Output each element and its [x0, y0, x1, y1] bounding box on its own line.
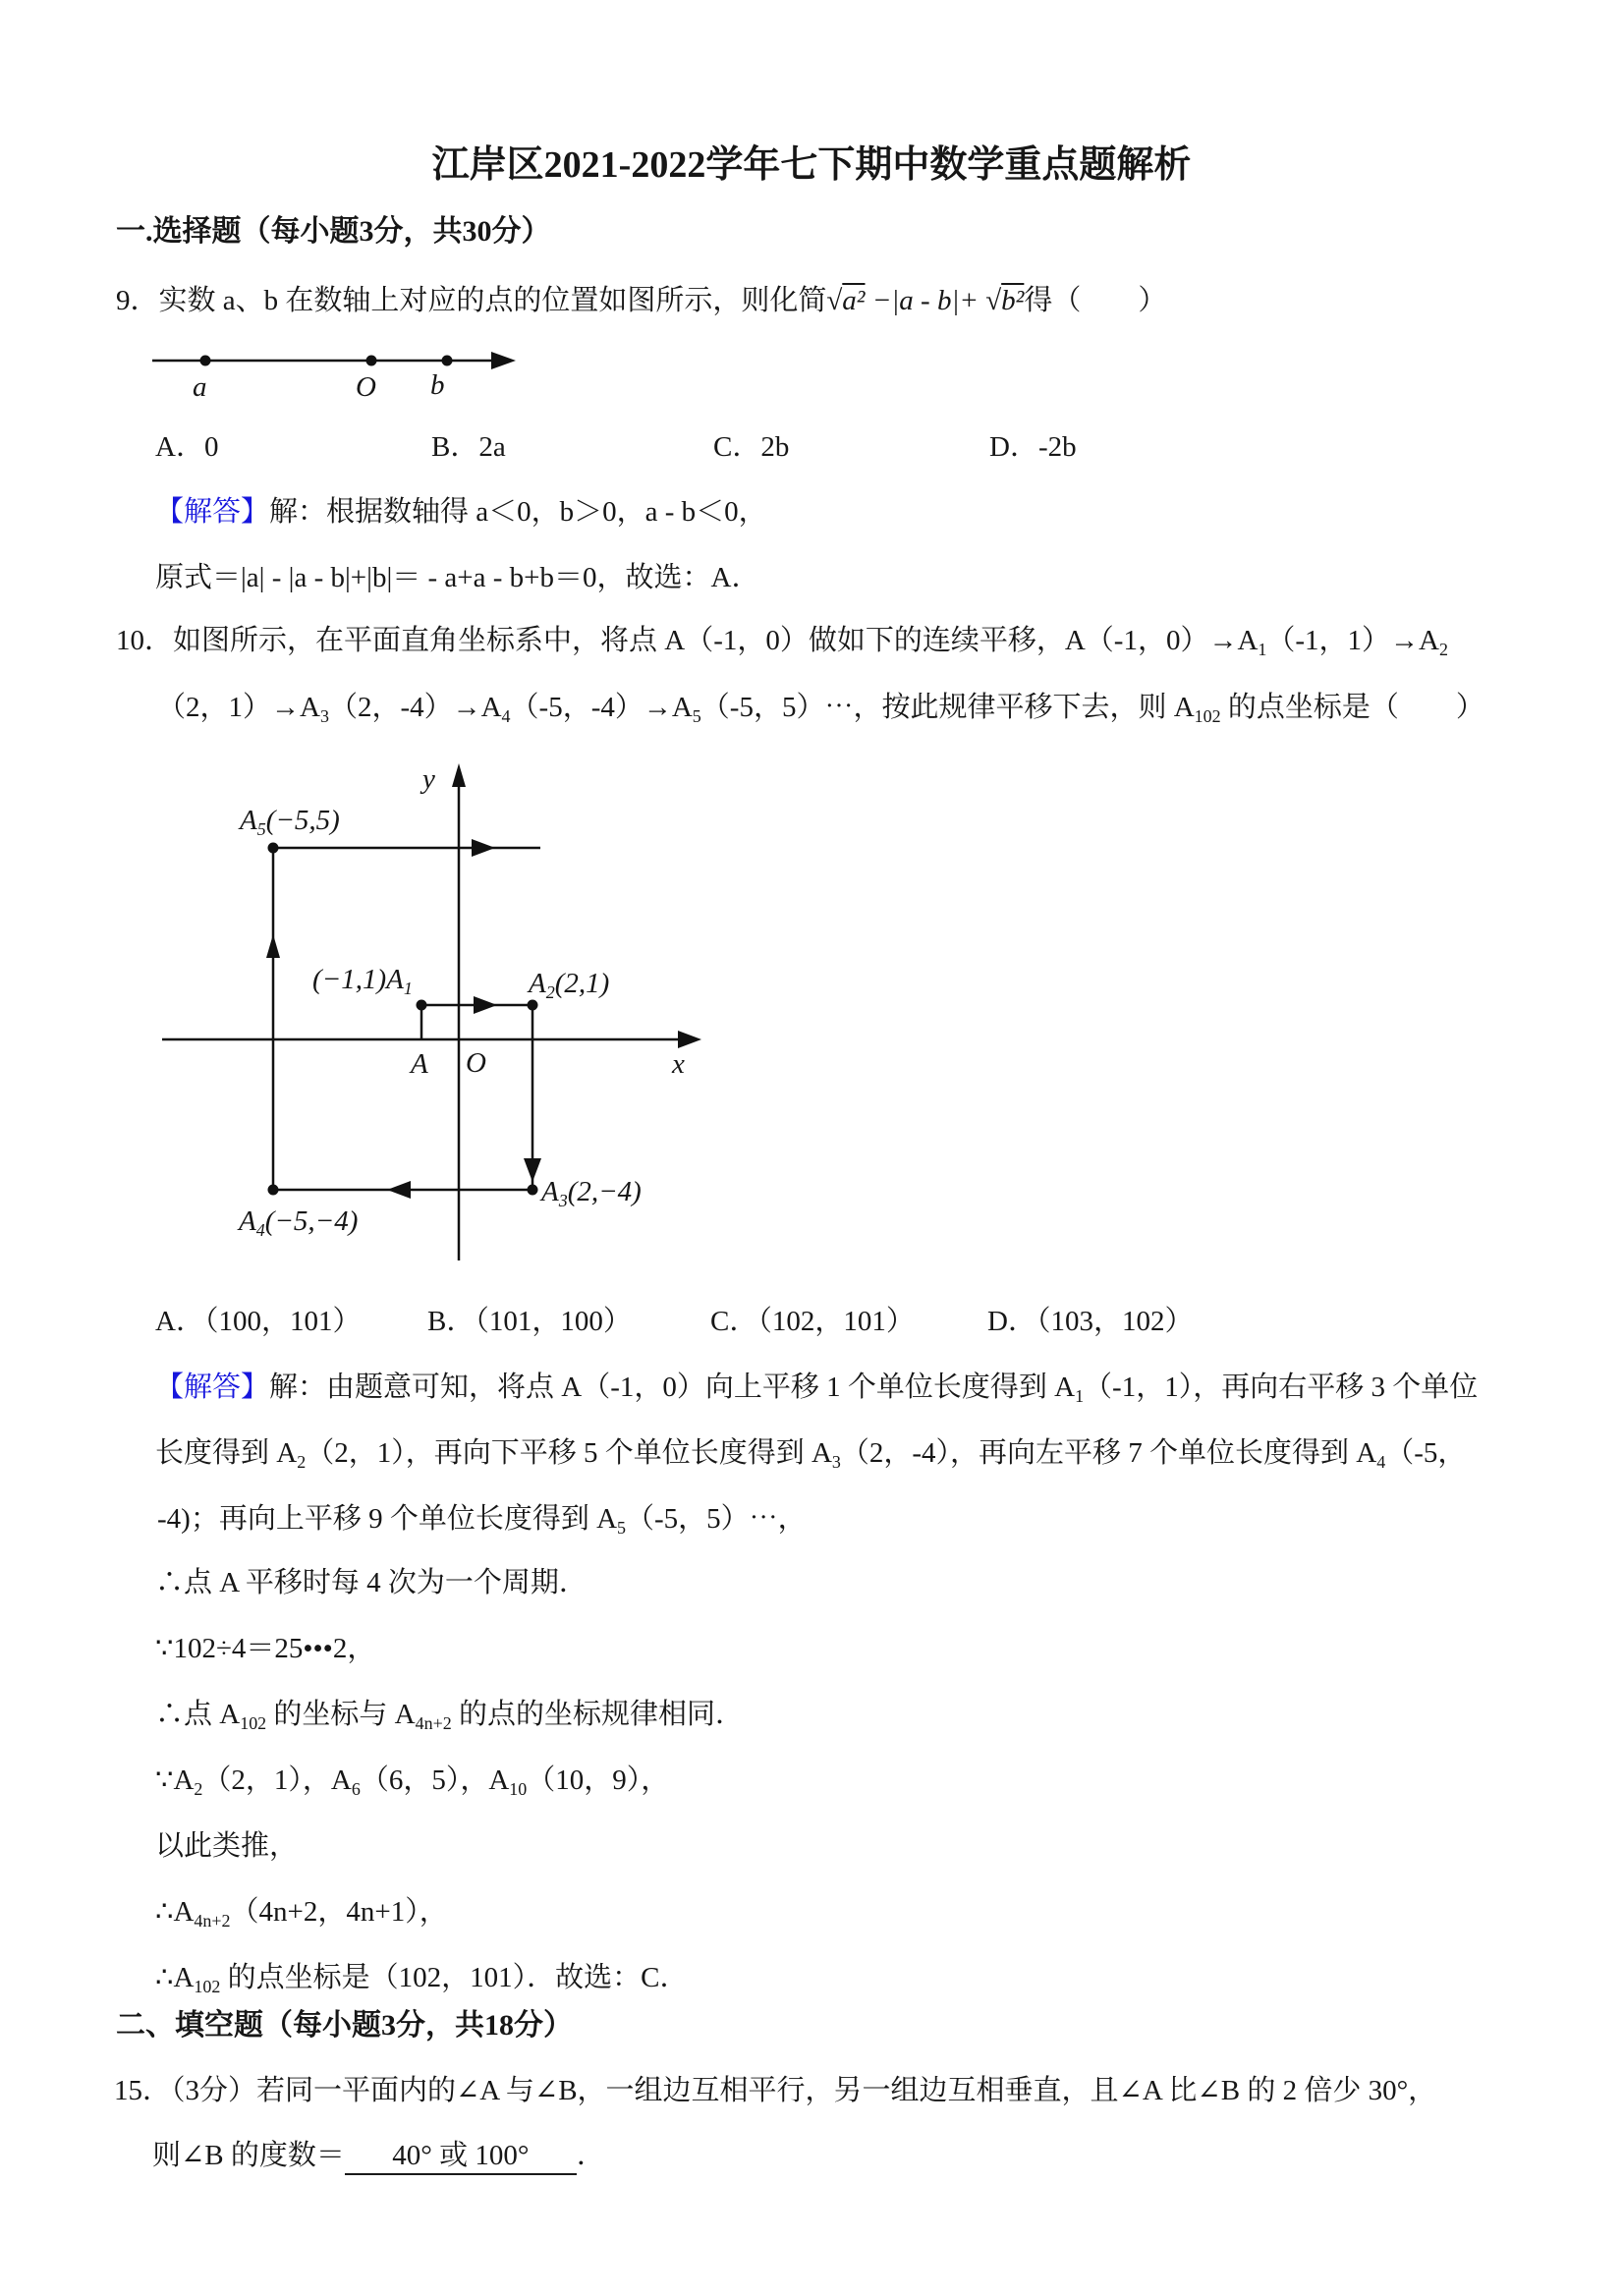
move5-arrowhead: [266, 934, 280, 958]
answer-tag: 【解答】: [155, 496, 270, 528]
q9-option-a: A．0: [155, 431, 219, 463]
point-label-a: A: [411, 1048, 428, 1080]
q9-solution-line-1: [155, 494, 767, 530]
point-label-a1: $(-1,1)A_1$: [312, 964, 413, 998]
q9-numberline-diagram: [147, 334, 570, 409]
q10-solution-text-1: 解：由题意可知，将点 A（-1，0）向上平移 1 个单位长度得到 $A_1(-1$，1），再向右平移 3 个单位: [269, 1372, 1479, 1406]
point-b-dot: [442, 356, 453, 366]
q15-stem-line-1: 15．（3分）若同一平面内的∠A 与∠B，一组边互相平行，另一组边互相垂直，且∠A 比∠B 的 2 倍少 30°，: [114, 2075, 1437, 2106]
q9-option-b: B．2a: [431, 431, 506, 463]
point-label-a5: $A_5(-5,5)$: [240, 805, 340, 839]
point-a1-dot: [417, 1000, 427, 1011]
x-axis-arrowhead: [678, 1031, 701, 1048]
q9-option-d: D．-2b: [989, 431, 1077, 463]
q10-solution-line-9: $\therefore A_{4n+2}(4n+2$，4n+1），: [155, 1896, 448, 1931]
move2-arrowhead: [474, 996, 497, 1014]
q10-stem-line-2: （2，$1)\to A_3(2$，$-4)\to A_4(-5$，$-4)\to A_5(-5$，5）⋯，按此规律平移下去，则 $A_{102}$ 的点坐标是（ ）: [157, 692, 1484, 726]
point-a5-dot: [268, 843, 279, 854]
q15-answer-blank: 40° 或 100°: [345, 2138, 577, 2175]
q10-option-d: D．（103，102）: [987, 1306, 1194, 1337]
y-axis-label: y: [422, 763, 435, 795]
q10-stem-line-1: 10．如图所示，在平面直角坐标系中，将点 A（-1，0）做如下的连续平移，A（-1，$0)\to A_1(-1$，$1)\to A_2$: [116, 625, 1448, 659]
section-choice-heading: 一.选择题（每小题3分，共30分）: [116, 215, 551, 248]
page-title: 江岸区2021-2022学年七下期中数学重点题解析: [431, 144, 1192, 186]
q15-answer-prefix: 则∠B 的度数＝: [152, 2140, 345, 2171]
numberline-label-b: b: [430, 369, 445, 401]
numberline-label-origin: O: [356, 371, 376, 403]
move6-arrowhead: [472, 839, 495, 857]
q9-solution-line-2: 原式＝|a| - |a - b|+|b|＝ - a+a - b+b＝0，故选：A．: [155, 562, 760, 593]
section-fill-heading: 二、填空题（每小题3分，共18分）: [116, 2009, 573, 2042]
q9-solution-text-1: 解：根据数轴得 a＜0，b＞0，a - b＜0，: [269, 496, 767, 528]
origin-dot: [366, 356, 377, 366]
q10-solution-line-8: 以此类推，: [155, 1830, 299, 1862]
origin-label: O: [466, 1047, 486, 1079]
q10-option-c: C．（102，101）: [710, 1306, 915, 1337]
q10-coordinate-diagram: [128, 761, 717, 1312]
point-a-dot: [200, 356, 211, 366]
coordinate-plane: [128, 761, 717, 1312]
q10-solution-line-7: $\because A_2(2$，1），$A_6(6$，5），$A_{10}(10$，9），: [155, 1764, 670, 1799]
q10-solution-line-3: -4)；再向上平移 9 个单位长度得到 $A_5(-5$，5）⋯，: [157, 1503, 807, 1538]
answer-tag: 【解答】: [155, 1372, 270, 1403]
point-a3-dot: [528, 1185, 538, 1196]
q10-solution-line-5: ∵102÷4＝25•••2，: [155, 1633, 376, 1664]
x-axis-label: x: [672, 1048, 685, 1080]
q10-option-a: A．（100，101）: [155, 1306, 362, 1337]
q10-solution-line-10: $\therefore A_{102}$ 的点坐标是（102，101）．故选：C．: [155, 1962, 689, 1996]
q15-answer-suffix: ．: [576, 2140, 605, 2171]
q9-stem-suffix: 得（ ）: [1024, 285, 1167, 316]
numberline-label-a: a: [193, 371, 207, 403]
y-axis-arrowhead: [452, 763, 466, 787]
move4-arrowhead: [387, 1181, 411, 1199]
q10-solution-line-1: [155, 1370, 1478, 1405]
q9-radical-formula: √a² −|a - b|+ √b²: [826, 285, 1025, 316]
q9-stem: [116, 283, 1166, 318]
move3-arrowhead: [524, 1158, 541, 1182]
point-a4-dot: [268, 1185, 279, 1196]
q9-option-c: C．2b: [713, 431, 790, 463]
point-label-a3: $A_3(2,-4)$: [541, 1176, 642, 1210]
point-a2-dot: [528, 1000, 538, 1011]
numberline-arrowhead: [491, 352, 516, 369]
q10-option-b: B．（101，100）: [427, 1306, 632, 1337]
point-label-a2: $A_2(2,1)$: [529, 968, 610, 1002]
q10-solution-line-2: 长度得到 $A_2(2$，1），再向下平移 5 个单位长度得到 $A_3(2$，-4），再向左平移 7 个单位长度得到 $A_4(-5$，: [155, 1437, 1467, 1472]
point-label-a4: $A_4(-5,-4)$: [239, 1205, 359, 1240]
q9-stem-prefix: 9．实数 a、b 在数轴上对应的点的位置如图所示，则化简: [116, 285, 827, 316]
q15-answer-line: [152, 2138, 605, 2175]
q10-solution-line-6: ∴点 $A_{102}$ 的坐标与 $A_{4n+2}$ 的点的坐标规律相同．: [155, 1699, 744, 1733]
q10-solution-line-4: ∴点 A 平移时每 4 次为一个周期．: [155, 1567, 588, 1598]
